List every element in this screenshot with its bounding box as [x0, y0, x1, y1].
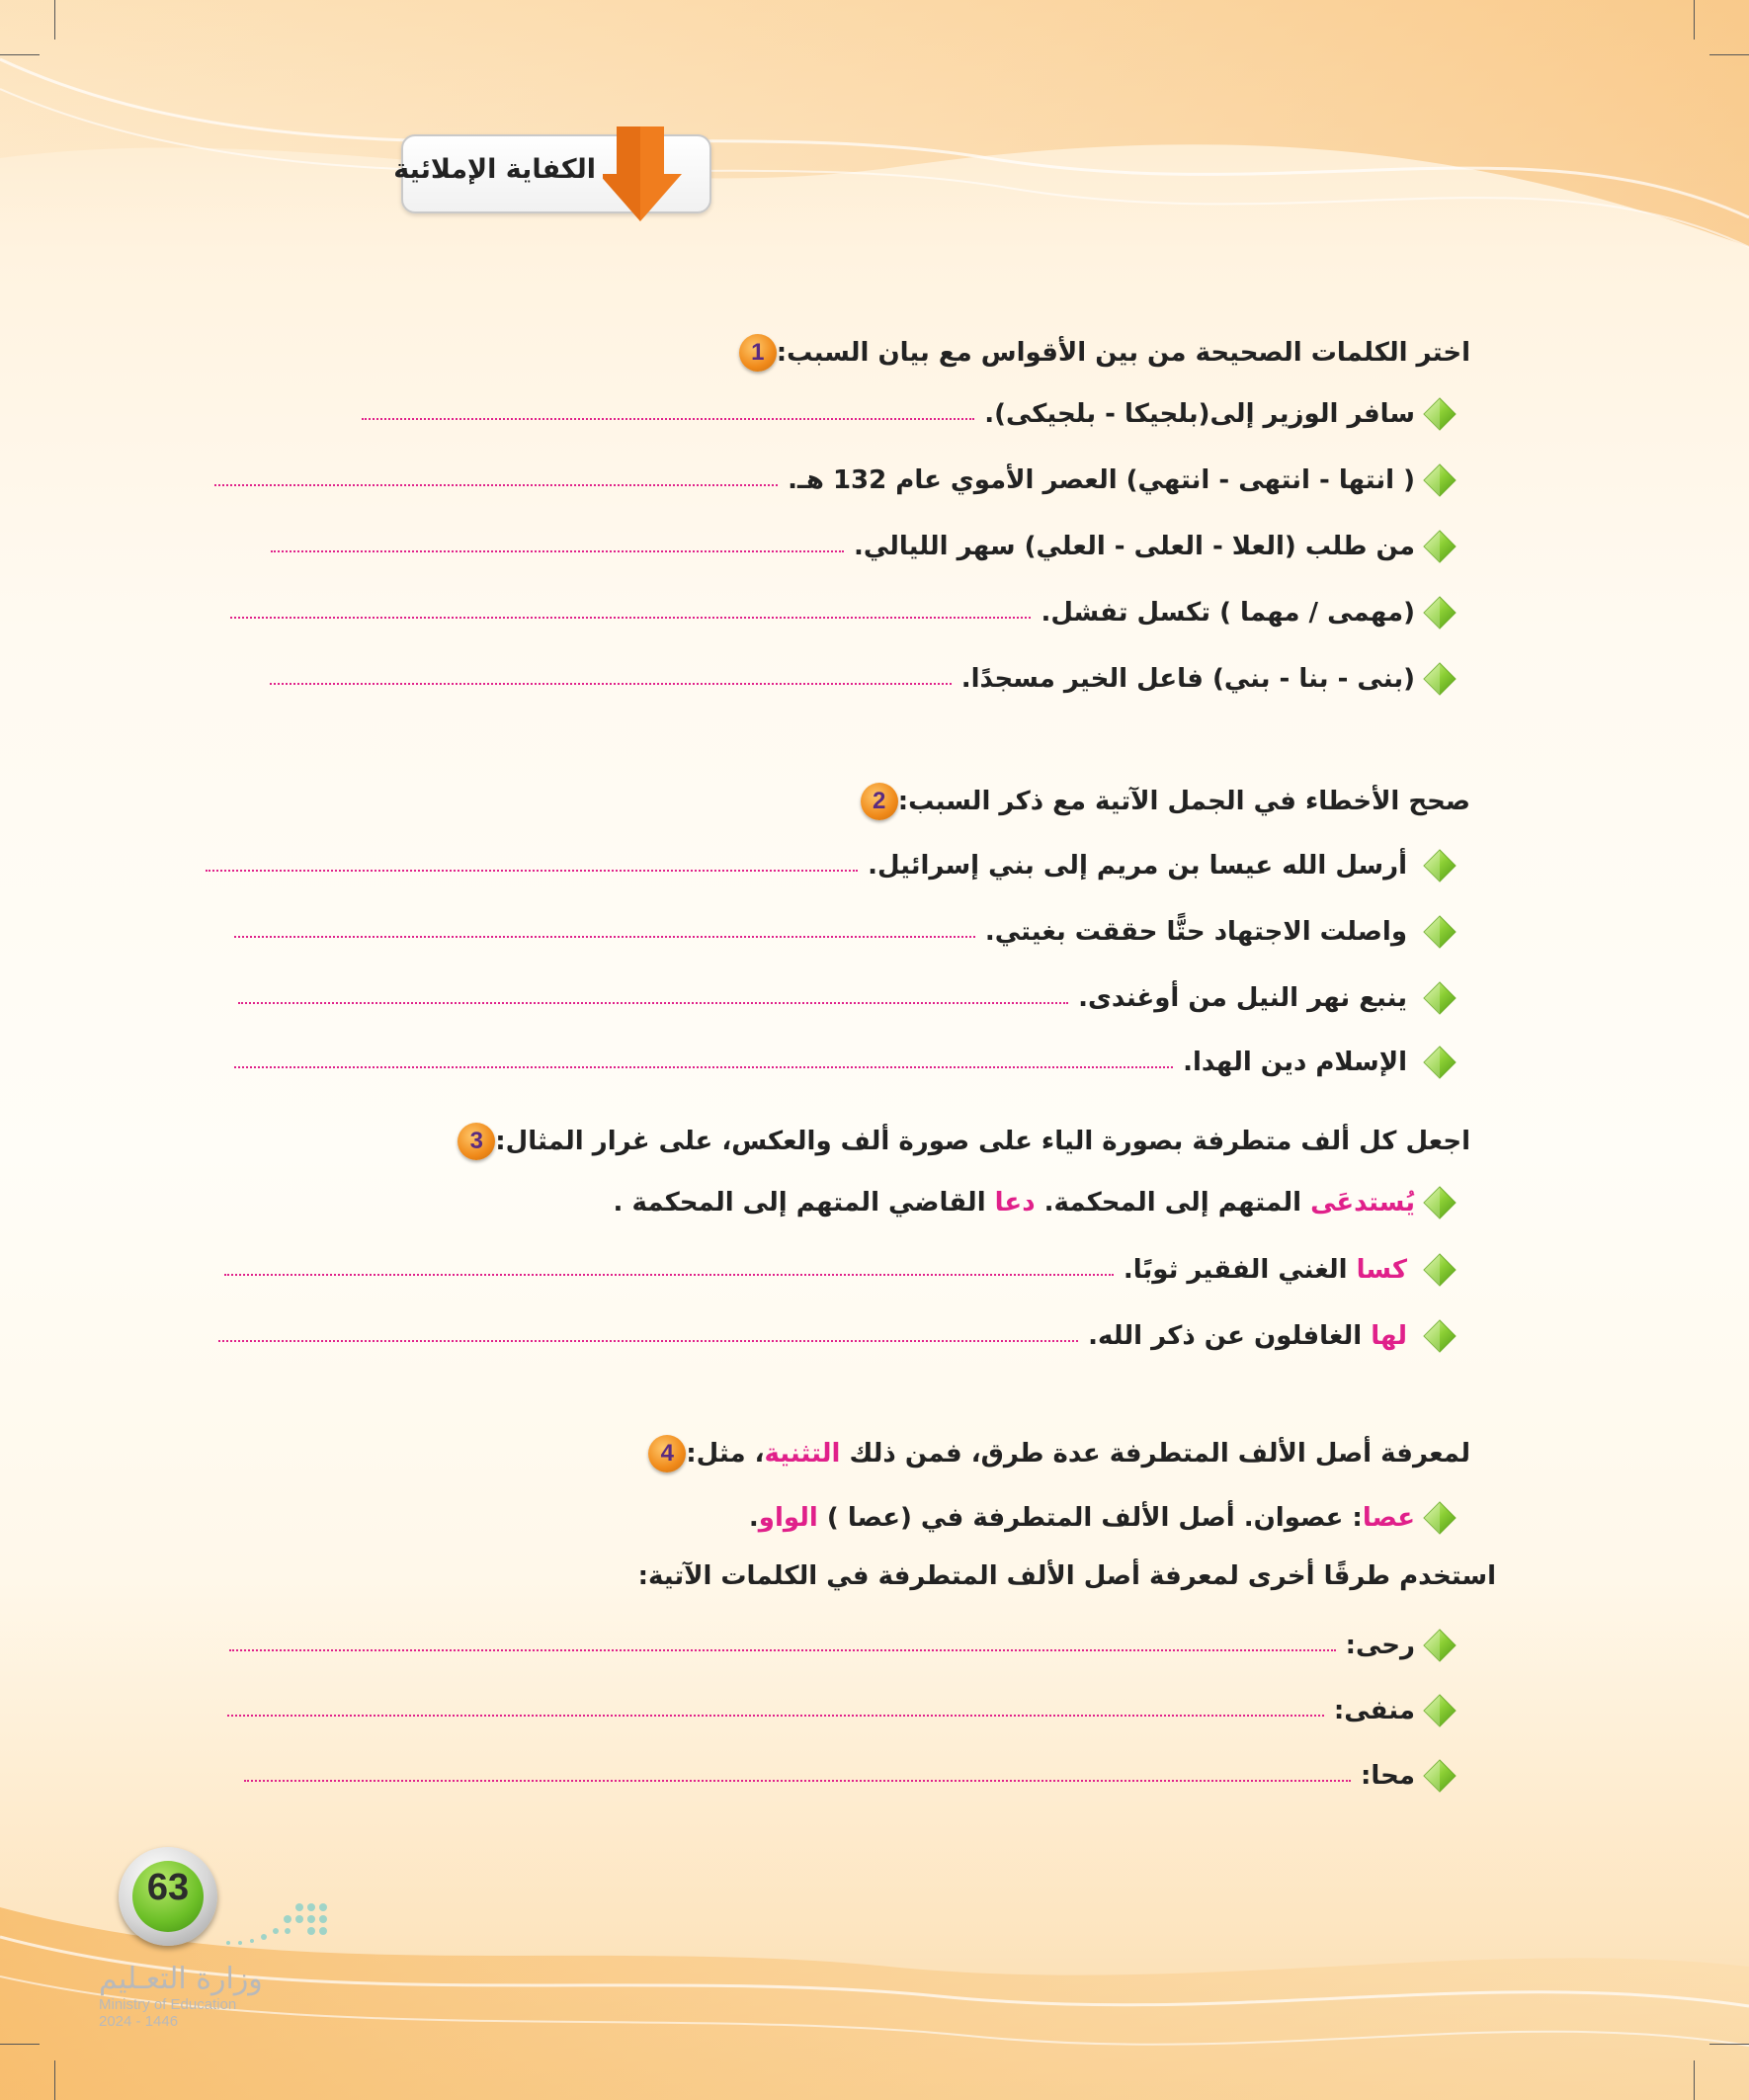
answer-line[interactable]: [362, 418, 974, 420]
question-text-part: ، مثل:: [686, 1439, 765, 1469]
item-rest: الغني الفقير ثوبًا.: [1123, 1255, 1348, 1285]
question-text: [686, 1439, 1470, 1469]
diamond-bullet-icon: [1423, 1253, 1457, 1287]
item-text: (مهمى / مهما ) تكسل تفشل.: [1041, 598, 1415, 628]
crop-mark: [1694, 0, 1695, 40]
answer-line[interactable]: [214, 484, 778, 486]
example-part: .: [748, 1503, 759, 1533]
item-text: رحى:: [1345, 1631, 1415, 1660]
question-number-badge: 4: [648, 1435, 686, 1472]
answer-line[interactable]: [270, 683, 952, 685]
list-item: [238, 981, 1457, 1015]
question-4: [648, 1435, 1490, 1472]
page-number: 63: [146, 1867, 190, 1908]
ministry-name-ar: وزارة التعـليم: [99, 1962, 263, 1996]
example-part: القاضي المتهم إلى المحكمة .: [613, 1188, 986, 1218]
question-3: [458, 1123, 1490, 1160]
diamond-bullet-icon: [1423, 1501, 1457, 1535]
list-item: [224, 1253, 1457, 1287]
item-text: ( انتها - انتهى - انتهي) العصر الأموي عام 132 هـ.: [788, 465, 1415, 495]
diamond-bullet-icon: [1423, 1046, 1457, 1079]
example-text: [614, 1188, 1415, 1218]
answer-line[interactable]: [234, 936, 975, 938]
example-part: : عصوان. أصل الألف المتطرفة في (عصا ): [826, 1503, 1363, 1533]
crop-mark: [1709, 54, 1749, 55]
list-item: [229, 1629, 1457, 1662]
example-item: [749, 1501, 1457, 1535]
item-text: منفى:: [1333, 1696, 1415, 1725]
example-item: [614, 1186, 1457, 1219]
item-text: أرسل الله عيسا بن مريم إلى بني إسرائيل.: [868, 851, 1407, 881]
question-text: اختر الكلمات الصحيحة من بين الأقواس مع بيان السبب:: [776, 338, 1470, 368]
diamond-bullet-icon: [1423, 1759, 1457, 1793]
question-2: [861, 783, 1490, 820]
diamond-bullet-icon: [1423, 1186, 1457, 1219]
crop-mark: [1709, 2044, 1749, 2045]
item-text: من طلب (العلا - العلى - العلي) سهر الليالي.: [853, 532, 1415, 561]
page-number-badge: [119, 1847, 217, 1946]
diamond-bullet-icon: [1423, 596, 1457, 630]
item-text: [1124, 1255, 1407, 1285]
item-text: واصلت الاجتهاد حتًّا حققت بغيتي.: [984, 917, 1407, 947]
down-arrow-icon: [603, 126, 682, 225]
question-1: [739, 334, 1490, 372]
item-rest: الغافلون عن ذكر الله.: [1088, 1321, 1363, 1351]
crop-mark: [0, 54, 40, 55]
edition-year: 2024 - 1446: [99, 2013, 179, 2030]
list-item: [214, 463, 1457, 497]
highlight-word: لها: [1371, 1321, 1407, 1351]
section-tag: [393, 134, 711, 213]
question-number-badge: 3: [458, 1123, 495, 1160]
question-text: صحح الأخطاء في الجمل الآتية مع ذكر السبب:: [897, 787, 1470, 816]
answer-line[interactable]: [238, 1002, 1068, 1004]
highlight-word: التثنية: [764, 1439, 841, 1469]
answer-line[interactable]: [224, 1274, 1114, 1276]
ministry-logo-dots: [212, 1897, 331, 1957]
answer-line[interactable]: [271, 550, 844, 552]
item-text: [1088, 1321, 1407, 1351]
answer-line[interactable]: [218, 1340, 1078, 1342]
diamond-bullet-icon: [1423, 662, 1457, 696]
example-text: [749, 1503, 1415, 1533]
ministry-logo: [99, 1962, 263, 2030]
answer-line[interactable]: [206, 870, 858, 872]
item-text: ينبع نهر النيل من أوغندى.: [1078, 983, 1407, 1013]
diamond-bullet-icon: [1423, 1319, 1457, 1353]
diamond-bullet-icon: [1423, 915, 1457, 949]
list-item: [206, 849, 1457, 882]
section-title: الكفاية الإملائية: [393, 154, 596, 185]
diamond-bullet-icon: [1423, 397, 1457, 431]
highlight-word: يُستدعَى: [1310, 1188, 1415, 1218]
question-text-part: لمعرفة أصل الألف المتطرفة عدة طرق، فمن ذلك: [849, 1439, 1470, 1469]
ministry-name-en: Ministry of Education: [99, 1996, 237, 2013]
crop-mark: [54, 2060, 55, 2100]
question-text: اجعل كل ألف متطرفة بصورة الياء على صورة ألف والعكس، على غرار المثال:: [495, 1127, 1470, 1156]
list-item: [218, 1319, 1457, 1353]
diamond-bullet-icon: [1423, 1694, 1457, 1727]
diamond-bullet-icon: [1423, 849, 1457, 882]
list-item: [234, 915, 1457, 949]
answer-line[interactable]: [234, 1066, 1173, 1068]
item-text: محا:: [1361, 1761, 1415, 1791]
diamond-bullet-icon: [1423, 463, 1457, 497]
question-number-badge: 2: [861, 783, 898, 820]
list-item: [271, 530, 1457, 563]
answer-line[interactable]: [227, 1715, 1324, 1717]
highlight-word: الواو: [758, 1503, 818, 1533]
crop-mark: [0, 2044, 40, 2045]
item-text: الإسلام دين الهدا.: [1183, 1048, 1407, 1077]
list-item: [362, 397, 1457, 431]
crop-mark: [54, 0, 55, 40]
answer-line[interactable]: [230, 617, 1031, 619]
crop-mark: [1694, 2060, 1695, 2100]
item-text: (بنى - بنا - بني) فاعل الخير مسجدًا.: [960, 664, 1415, 694]
list-item: [234, 1046, 1457, 1079]
list-item: [227, 1694, 1457, 1727]
answer-line[interactable]: [229, 1649, 1336, 1651]
instruction-text: استخدم طرقًا أخرى لمعرفة أصل الألف المتطرفة في الكلمات الآتية:: [637, 1561, 1496, 1591]
diamond-bullet-icon: [1423, 981, 1457, 1015]
highlight-word: دعا: [994, 1188, 1036, 1218]
item-text: سافر الوزير إلى(بلجيكا - بلجيكى).: [984, 399, 1415, 429]
highlight-word: عصا: [1362, 1503, 1415, 1533]
list-item: [244, 1759, 1457, 1793]
answer-line[interactable]: [244, 1780, 1351, 1782]
diamond-bullet-icon: [1423, 1629, 1457, 1662]
diamond-bullet-icon: [1423, 530, 1457, 563]
example-part: المتهم إلى المحكمة.: [1043, 1188, 1302, 1218]
question-number-badge: 1: [739, 334, 777, 372]
highlight-word: كسا: [1356, 1255, 1407, 1285]
list-item: [230, 596, 1457, 630]
list-item: [270, 662, 1457, 696]
